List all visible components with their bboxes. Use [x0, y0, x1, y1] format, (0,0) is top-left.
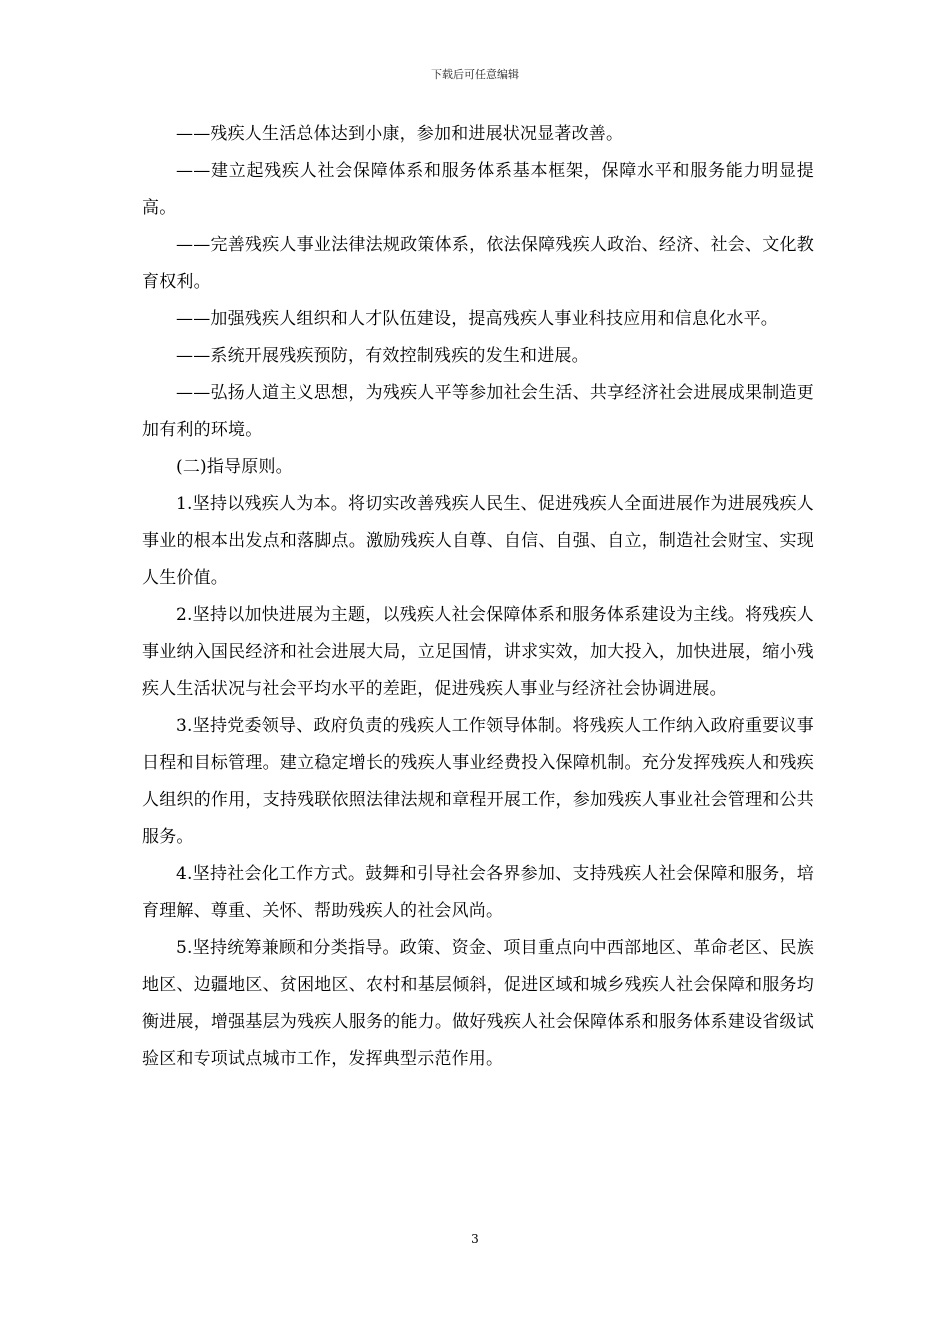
paragraph-goal-4: ——加强残疾人组织和人才队伍建设，提高残疾人事业科技应用和信息化水平。: [176, 309, 778, 329]
paragraph-goal-5: ——系统开展残疾预防，有效控制残疾的发生和进展。: [176, 346, 589, 366]
section-heading-principles: (二)指导原则。: [176, 457, 293, 477]
paragraph-goal-3: ——完善残疾人事业法律法规政策体系，依法保障残疾人政治、经济、社会、文化教育权利。: [142, 235, 814, 292]
paragraph-principle-2: 2.坚持以加快进展为主题，以残疾人社会保障体系和服务体系建设为主线。将残疾人事业纳入国民经济和社会进展大局，立足国情，讲求实效，加大投入，加快进展，缩小残疾人生活状况与社会平均水平的差距，促进残疾人事业与经济社会协调进展。: [142, 605, 814, 699]
page-number: 3: [471, 1232, 479, 1246]
paragraph-principle-1: 1.坚持以残疾人为本。将切实改善残疾人民生、促进残疾人全面进展作为进展残疾人事业的根本出发点和落脚点。激励残疾人自尊、自信、自强、自立，制造社会财宝、实现人生价值。: [142, 494, 814, 588]
paragraph-principle-4: 4.坚持社会化工作方式。鼓舞和引导社会各界参加、支持残疾人社会保障和服务，培育理解、尊重、关怀、帮助残疾人的社会风尚。: [142, 864, 814, 921]
paragraph-principle-5: 5.坚持统筹兼顾和分类指导。政策、资金、项目重点向中西部地区、革命老区、民族地区、边疆地区、贫困地区、农村和基层倾斜，促进区域和城乡残疾人社会保障和服务均衡进展，增强基层为残疾人服务的能力。做好残疾人社会保障体系和服务体系建设省级试验区和专项试点城市工作，发挥典型示范作用。: [142, 938, 814, 1069]
document-body: [142, 116, 814, 1078]
paragraph-goal-2: ——建立起残疾人社会保障体系和服务体系基本框架，保障水平和服务能力明显提高。: [142, 161, 814, 218]
paragraph-principle-3: 3.坚持党委领导、政府负责的残疾人工作领导体制。将残疾人工作纳入政府重要议事日程和目标管理。建立稳定增长的残疾人事业经费投入保障机制。充分发挥残疾人和残疾人组织的作用，支持残联依照法律法规和章程开展工作，参加残疾人事业社会管理和公共服务。: [142, 716, 814, 847]
paragraph-goal-1: ——残疾人生活总体达到小康，参加和进展状况显著改善。: [176, 124, 624, 144]
page-header-note: 下载后可任意编辑: [431, 68, 519, 81]
paragraph-goal-6: ——弘扬人道主义思想，为残疾人平等参加社会生活、共享经济社会进展成果制造更加有利的环境。: [142, 383, 814, 440]
